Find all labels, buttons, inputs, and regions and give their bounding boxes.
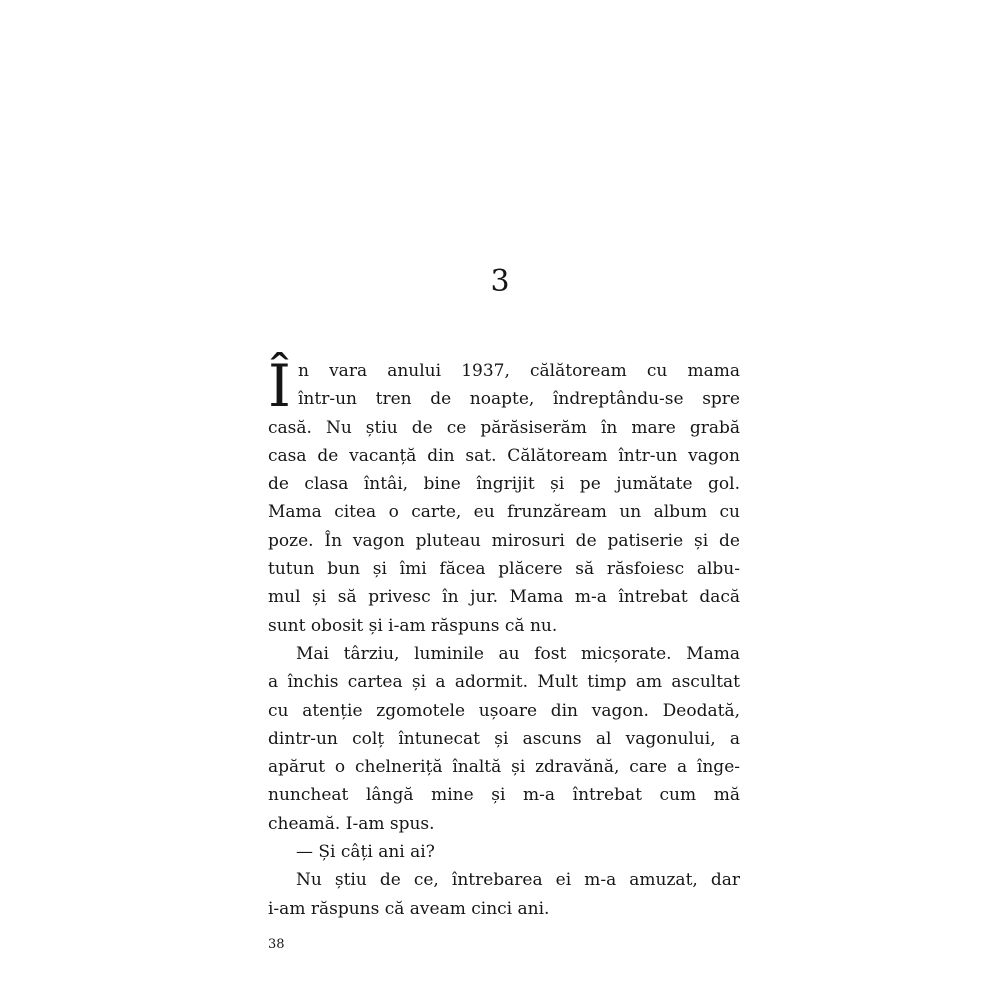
- text-line: a închis cartea și a adormit. Mult timp am ascultat: [268, 672, 740, 693]
- text-line: într-un tren de noapte, îndreptându-se spre: [298, 389, 740, 410]
- text-line: casa de vacanță din sat. Călătoream într-un vagon: [268, 445, 740, 466]
- text-line: dintr-un colț întunecat și ascuns al vagonului, a: [268, 728, 740, 749]
- text-line: cu atenție zgomotele ușoare din vagon. Deodată,: [268, 700, 740, 721]
- text-line: — Și câți ani ai?: [296, 842, 435, 863]
- text-lines: [268, 352, 740, 923]
- text-line: Mai târziu, luminile au fost micșorate. Mama: [296, 643, 740, 664]
- body-text: [268, 352, 740, 923]
- text-line: poze. În vagon pluteau mirosuri de patiserie și de: [268, 530, 740, 551]
- page-number: 38: [268, 937, 285, 952]
- text-line: nuncheat lângă mine și m-a întrebat cum mă: [268, 785, 740, 806]
- text-line: casă. Nu știu de ce părăsiserăm în mare grabă: [268, 417, 740, 438]
- text-line: cheamă. I-am spus.: [268, 813, 435, 834]
- text-line: mul și să privesc în jur. Mama m-a întrebat dacă: [268, 587, 740, 608]
- text-line: tutun bun și îmi făcea plăcere să răsfoiesc albu-: [268, 559, 740, 580]
- text-line: apărut o chelneriță înaltă și zdravănă, care a înge-: [268, 757, 740, 778]
- drop-cap: Î: [268, 352, 291, 420]
- text-line: de clasa întâi, bine îngrijit și pe jumătate gol.: [268, 474, 740, 495]
- text-line: Nu știu de ce, întrebarea ei m-a amuzat, dar: [296, 870, 740, 891]
- chapter-number: 3: [490, 264, 510, 299]
- text-line: sunt obosit și i-am răspuns că nu.: [268, 615, 558, 636]
- text-line: n vara anului 1937, călătoream cu mama: [298, 361, 740, 381]
- text-line: i-am răspuns că aveam cinci ani.: [268, 898, 550, 919]
- text-line: Mama citea o carte, eu frunzăream un album cu: [268, 502, 740, 523]
